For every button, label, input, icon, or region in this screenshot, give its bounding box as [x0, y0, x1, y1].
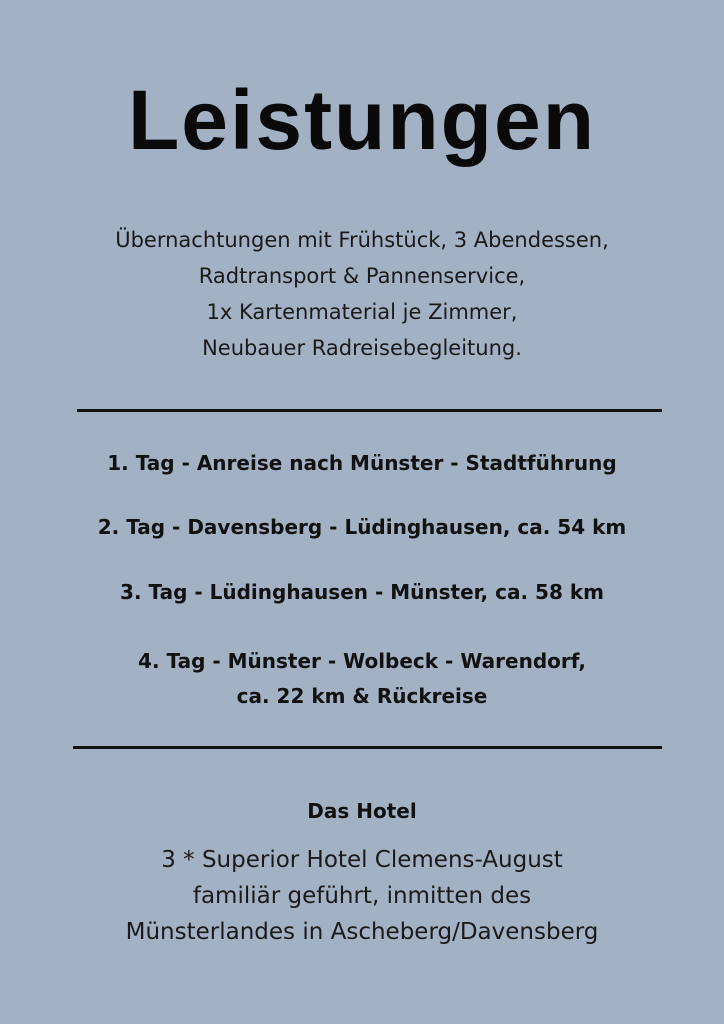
service-line: 1x Kartenmaterial je Zimmer,	[206, 300, 518, 324]
services-list	[0, 222, 724, 366]
hotel-line: Münsterlandes in Ascheberg/Davensberg	[125, 919, 599, 945]
itinerary-day-3: 3. Tag - Lüdinghausen - Münster, ca. 58 km	[120, 580, 604, 604]
service-line: Neubauer Radreisebegleitung.	[202, 336, 522, 360]
itinerary-day-2: 2. Tag - Davensberg - Lüdinghausen, ca. 54 km	[97, 515, 627, 539]
itinerary-day-1: 1. Tag - Anreise nach Münster - Stadtführung	[107, 451, 617, 475]
itinerary-day-4: 4. Tag - Münster - Wolbeck - Warendorf,	[138, 649, 586, 673]
itinerary-day-4-continued: ca. 22 km & Rückreise	[236, 684, 488, 708]
hotel-description	[0, 842, 724, 950]
service-line: Übernachtungen mit Frühstück, 3 Abendessen,	[115, 228, 609, 252]
service-line: Radtransport & Pannenservice,	[198, 264, 526, 288]
divider-bottom	[73, 746, 662, 749]
hotel-line: familiär geführt, inmitten des	[192, 883, 532, 909]
hotel-heading: Das Hotel	[307, 799, 417, 823]
divider-top	[77, 409, 662, 412]
page-title: Leistungen	[127, 73, 596, 167]
hotel-line: 3 * Superior Hotel Clemens-August	[161, 847, 563, 873]
